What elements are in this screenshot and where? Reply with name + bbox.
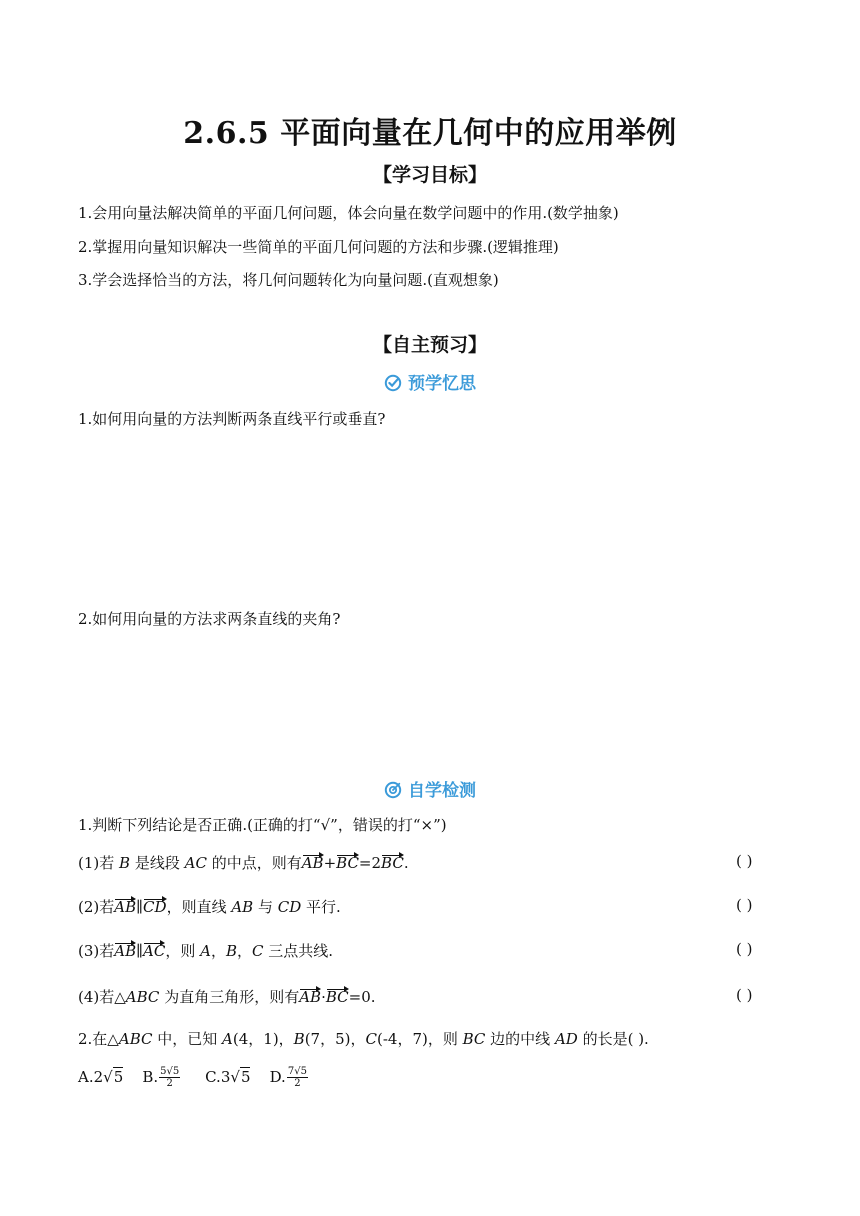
preview-question-1: 1.如何用向量的方法判断两条直线平行或垂直?: [78, 410, 386, 428]
var-c: C: [252, 942, 264, 960]
text: D.: [269, 1067, 286, 1086]
vector-cd: CD: [143, 898, 167, 916]
text: 7: [287, 1066, 295, 1077]
var-ac: AC: [184, 854, 207, 872]
text: 边的中线: [485, 1030, 555, 1048]
text: 的长是( ).: [577, 1030, 649, 1048]
radicand: 5: [300, 1066, 307, 1077]
answer-blank-3[interactable]: ( ): [736, 940, 753, 958]
text: .: [403, 854, 409, 872]
text: ，则: [165, 942, 201, 960]
answer-blank-2[interactable]: ( ): [736, 896, 753, 914]
answer-options: [78, 1066, 309, 1089]
var-ad: AD: [554, 1030, 578, 1048]
text: A.2: [78, 1067, 104, 1086]
text: 5: [160, 1066, 167, 1077]
radicand: 5: [172, 1066, 180, 1077]
var-b: B: [119, 854, 131, 872]
var-bc: BC: [462, 1030, 486, 1048]
question-2: [78, 1028, 649, 1049]
var-a: A: [200, 942, 211, 960]
text: (4，1)，: [232, 1030, 294, 1048]
check-badge: [0, 776, 860, 801]
var-b: B: [226, 942, 238, 960]
text: ，: [210, 942, 226, 960]
statement-3: [78, 940, 333, 961]
page-title: 2.6.5 平面向量在几何中的应用举例: [183, 116, 677, 151]
goal-item-1: 1.会用向量法解决简单的平面几何问题，体会向量在数学问题中的作用.(数学抽象): [78, 204, 619, 222]
var-c: C: [365, 1030, 377, 1048]
text: 三点共线.: [263, 942, 334, 960]
radicand: 5: [240, 1067, 251, 1086]
text: C.3: [205, 1067, 231, 1086]
answer-blank-1[interactable]: ( ): [736, 852, 753, 870]
text: =0.: [348, 988, 376, 1006]
text: 2.在△: [78, 1030, 119, 1048]
check-circle-icon: [384, 374, 402, 392]
text: B.: [142, 1067, 159, 1086]
vector-bc: BC: [325, 988, 349, 1006]
vector-ab: AB: [114, 942, 137, 960]
statement-2: [78, 896, 341, 917]
text: 平行.: [301, 898, 341, 916]
text: (2)若: [78, 898, 115, 916]
preview-badge: [0, 369, 860, 394]
preview-badge-label: 预学忆思: [408, 374, 476, 394]
var-a: A: [222, 1030, 233, 1048]
vector-ab: AB: [299, 988, 322, 1006]
target-icon: [384, 781, 402, 799]
vector-ac: AC: [143, 942, 166, 960]
text: =2: [358, 854, 382, 872]
text: (1)若: [78, 854, 120, 872]
var-b: B: [293, 1030, 305, 1048]
denominator: 2: [166, 1078, 173, 1089]
goals-heading: 【学习目标】: [372, 164, 487, 186]
sqrt: √5: [103, 1067, 124, 1086]
sqrt: √5: [230, 1067, 251, 1086]
var-cd: CD: [277, 898, 302, 916]
dot-symbol: ·: [321, 988, 326, 1006]
text: (-4，7)，则: [376, 1030, 463, 1048]
check-intro: 1.判断下列结论是否正确.(正确的打“√”，错误的打“×”): [78, 816, 447, 834]
var-abc: ABC: [125, 988, 160, 1006]
option-d[interactable]: [269, 1066, 309, 1089]
vector-bc: BC: [336, 854, 359, 872]
check-badge-label: 自学检测: [408, 781, 476, 801]
goal-item-3: 3.学会选择恰当的方法，将几何问题转化为向量问题.(直观想象): [78, 271, 499, 289]
text: ，: [237, 942, 253, 960]
option-c[interactable]: [205, 1068, 250, 1086]
preview-question-2: 2.如何用向量的方法求两条直线的夹角?: [78, 610, 341, 628]
statement-4: [78, 986, 376, 1007]
text: +: [323, 854, 337, 872]
parallel-symbol: ∥: [136, 898, 144, 916]
vector-bc: BC: [381, 854, 404, 872]
goal-item-2: 2.掌握用向量知识解决一些简单的平面几何问题的方法和步骤.(逻辑推理): [78, 238, 559, 256]
radicand: 5: [113, 1067, 124, 1086]
text: 是线段: [130, 854, 185, 872]
text: (4)若△: [78, 988, 126, 1006]
fraction: [159, 1066, 180, 1089]
text: (3)若: [78, 942, 115, 960]
text: ，则直线: [166, 898, 232, 916]
text: (7，5)，: [304, 1030, 366, 1048]
vector-ab: AB: [301, 854, 324, 872]
numerator: 5√5: [160, 1066, 180, 1077]
text: 的中点，则有: [206, 854, 302, 872]
numerator: 7√5: [287, 1066, 307, 1077]
option-b[interactable]: [142, 1066, 181, 1089]
text: 为直角三角形，则有: [159, 988, 300, 1006]
var-ab: AB: [231, 898, 254, 916]
text: 与: [253, 898, 278, 916]
vector-ab: AB: [114, 898, 137, 916]
text: 中，已知: [152, 1030, 223, 1048]
denominator: 2: [294, 1078, 301, 1089]
answer-blank-4[interactable]: ( ): [736, 986, 753, 1004]
statement-1: [78, 852, 409, 873]
var-abc: ABC: [118, 1030, 153, 1048]
option-a[interactable]: [78, 1068, 123, 1086]
fraction: [287, 1066, 308, 1089]
preview-heading: 【自主预习】: [372, 334, 487, 356]
parallel-symbol: ∥: [136, 942, 144, 960]
